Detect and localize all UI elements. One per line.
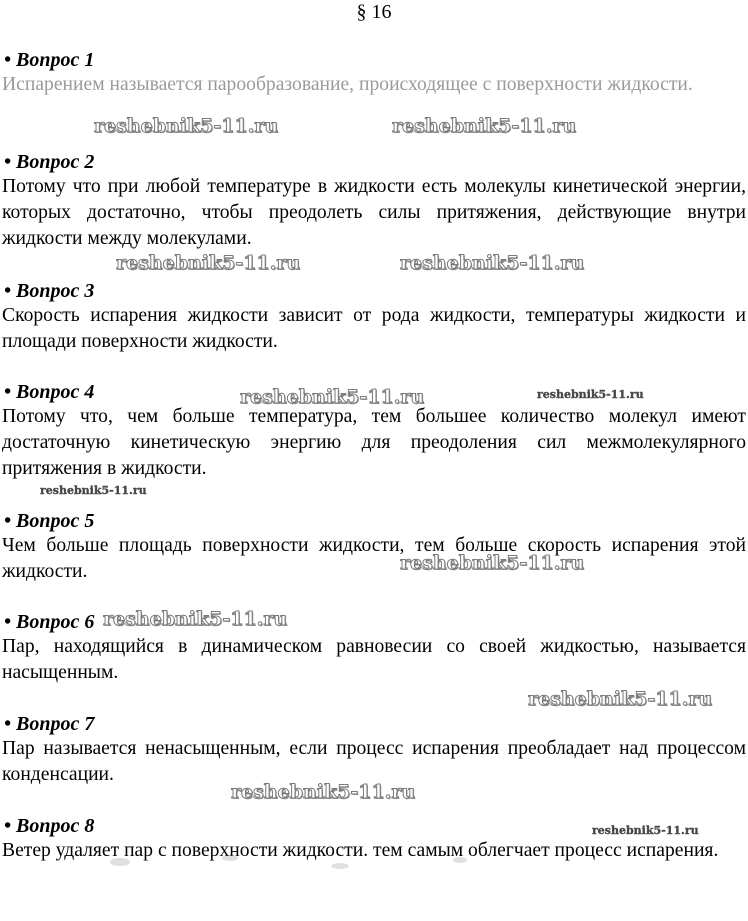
question-8-label: Вопрос 8 <box>16 815 95 837</box>
bullet: • <box>4 611 12 633</box>
watermark: reshebnik5-11.ru <box>116 252 301 274</box>
question-6-label: Вопрос 6 <box>16 611 95 633</box>
question-2-label: Вопрос 2 <box>16 151 95 173</box>
bullet: • <box>4 713 12 735</box>
question-7-heading <box>4 712 94 736</box>
bullet: • <box>4 280 12 302</box>
question-7-answer: Пар называется ненасыщенным, если процесс испарения преобладает над процессом конденсации. <box>2 738 746 785</box>
question-4-label: Вопрос 4 <box>16 381 95 403</box>
question-3-label: Вопрос 3 <box>16 280 95 302</box>
question-5-answer: Чем больше площадь поверхности жидкости, тем больше скорость испарения этой жидкости. <box>2 535 746 582</box>
question-7-label: Вопрос 7 <box>16 713 95 735</box>
watermark: reshebnik5-11.ru <box>400 552 585 574</box>
question-5-heading <box>4 509 94 533</box>
question-5-label: Вопрос 5 <box>16 510 95 532</box>
section-title: § 16 <box>356 1 392 23</box>
question-6-heading <box>4 610 94 634</box>
bullet: • <box>4 815 12 837</box>
watermark: reshebnik5-11.ru <box>40 484 147 497</box>
question-8-answer: Ветер удаляет пар с поверхности жидкости. тем самым облегчает процесс испарения. <box>2 840 719 861</box>
watermark: reshebnik5-11.ru <box>400 252 585 274</box>
watermark: reshebnik5-11.ru <box>231 781 416 803</box>
scan-smudge <box>80 832 600 892</box>
question-2-answer: Потому что при любой температуре в жидкости есть молекулы кинетической энергии, которых достаточно, чтобы преодолеть силы притяжения, действующие внутри жидкости между молекулами. <box>2 176 746 249</box>
watermark: reshebnik5-11.ru <box>528 688 713 710</box>
bullet: • <box>4 381 12 403</box>
question-1-label: Вопрос 1 <box>16 49 95 71</box>
watermark: reshebnik5-11.ru <box>240 386 425 408</box>
question-3-answer: Скорость испарения жидкости зависит от рода жидкости, температуры жидкости и площади поверхности жидкости. <box>2 305 746 352</box>
watermark: reshebnik5-11.ru <box>592 824 699 837</box>
question-2-heading <box>4 150 94 174</box>
question-1-heading <box>4 48 94 72</box>
watermark: reshebnik5-11.ru <box>103 608 288 630</box>
question-4-answer: Потому что, чем больше температура, тем большее количество молекул имеют достаточную кинетическую энергию для преодоления сил межмолекулярного притяжения в жидкости. <box>2 406 746 479</box>
bullet: • <box>4 151 12 173</box>
bullet: • <box>4 49 12 71</box>
question-4-heading <box>4 380 94 404</box>
watermark: reshebnik5-11.ru <box>94 115 279 137</box>
watermark: reshebnik5-11.ru <box>537 388 644 401</box>
question-1-answer: Испарением называется парообразование, происходящее с поверхности жидкости. <box>2 74 693 95</box>
bullet: • <box>4 510 12 532</box>
watermark: reshebnik5-11.ru <box>392 115 577 137</box>
question-3-heading <box>4 279 94 303</box>
question-6-answer: Пар, находящийся в динамическом равновесии со своей жидкостью, называется насыщенным. <box>2 636 746 683</box>
